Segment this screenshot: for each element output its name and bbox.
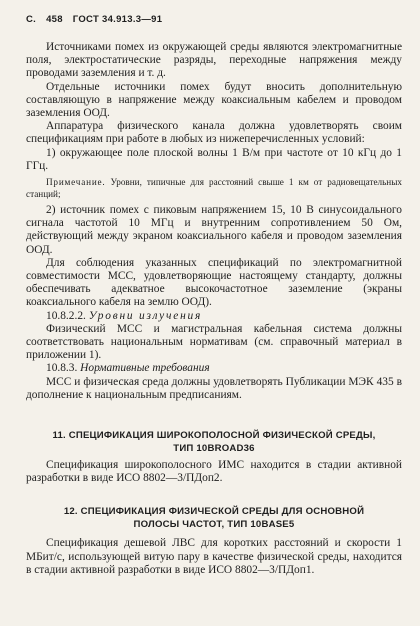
section-11-text: Спецификация широкополосного ИМС находится в стадии активной разработки в виде ИСО 8802—3/ПДоп2. <box>26 459 402 485</box>
paragraph-iec-435: МСС и физическая среда должны удовлетворять Публикации МЭК 435 в дополнение к национальным предписаниям. <box>26 375 402 401</box>
note <box>26 177 402 200</box>
subsection-emission-levels <box>26 310 402 323</box>
paragraph-interference-sources: Источниками помех из окружающей среды являются электромагнитные поля, электростатические разряды, переходные напряжения между проводами заземления и т. д. <box>26 41 402 80</box>
section-11-line-2: ТИП 10BROAD36 <box>173 443 255 455</box>
section-12-line-1: 12. СПЕЦИФИКАЦИЯ ФИЗИЧЕСКОЙ СРЕДЫ ДЛЯ ОСНОВНОЙ <box>63 506 365 518</box>
subsection-title: Уровни излучения <box>88 309 203 322</box>
section-12-text: Спецификация дешевой ЛВС для коротких расстояний и скорости 1 МБит/с, использующей витую пару в качестве физической среды, находится в стадии активной разработки в виде ИСО 8802—3/ПДоп1. <box>26 537 402 576</box>
section-11-line-1: 11. СПЕЦИФИКАЦИЯ ШИРОКОПОЛОСНОЙ ФИЗИЧЕСКОЙ СРЕДЫ, <box>52 430 376 442</box>
section-11-heading <box>26 429 402 455</box>
paragraph-additional-sources: Отдельные источники помех будут вносить дополнительную составляющую в напряжение между коаксиальным кабелем и проводом заземления ООД. <box>26 80 402 120</box>
subsection-number: 10.8.2.2. <box>46 309 89 322</box>
page-header <box>26 14 402 25</box>
subsection-title: Нормативные требования <box>80 362 210 375</box>
header-letter: С. <box>26 14 37 25</box>
paragraph-condition-2: 2) источник помех с пиковым напряжением 15, 10 В синусоидального сигнала частотой 10 МГц и внутренним сопротивлением 50 Ом, действующий между экраном коаксиального кабеля и проводом заземления ООД. <box>26 204 402 256</box>
subsection-normative <box>26 362 402 375</box>
paragraph-national-norms: Физический МСС и магистральная кабельная система должны соответствовать национальным нормативам (см. справочный материал в приложении 1). <box>26 322 402 362</box>
paragraph-emc: Для соблюдения указанных спецификаций по электромагнитной совместимости МСС, удовлетворяющие настоящему стандарту, должны обеспечивать адекватное высокочастотное заземление (экраны коаксиального кабеля на землю ООД). <box>26 256 402 309</box>
subsection-number: 10.8.3. <box>46 362 81 375</box>
section-12-line-2: ПОЛОСЫ ЧАСТОТ, ТИП 10BASE5 <box>133 519 295 531</box>
section-12-heading <box>26 505 402 531</box>
paragraph-condition-1: 1) окружающее поле плоской волны 1 В/м при частоте от 10 кГц до 1 ГГц. <box>26 146 402 172</box>
page-number: 458 <box>46 14 63 25</box>
note-lead: Примечание. <box>46 177 106 188</box>
paragraph-equipment-conditions: Аппаратура физического канала должна удовлетворять своим спецификациям при работе в любых из нижеперечисленных условий: <box>26 120 402 146</box>
standard-code: ГОСТ 34.913.3—91 <box>72 14 163 25</box>
note-text: Уровни, типичные для расстояний свыше 1 км от радиовещательных станций; <box>26 177 402 199</box>
